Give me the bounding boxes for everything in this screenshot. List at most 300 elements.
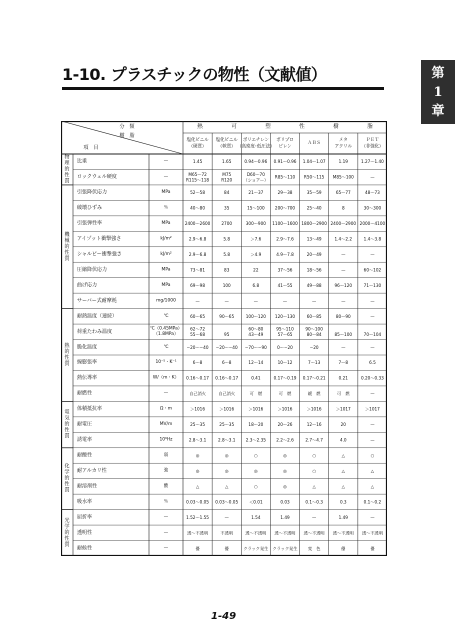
table-cell: 不透明 [220,530,234,536]
category-label-char: 性 [64,535,70,542]
table-cell: R120 [221,177,233,183]
category-label-char: 性 [64,355,70,361]
row-unit: kJ/m² [160,252,172,257]
table-cell: M65〜72 [188,171,207,177]
table-cell: ○ [254,483,258,489]
row-label: 耐燃性 [77,390,93,397]
row-label: サーバー式耐摩耗 [77,297,117,304]
row-unit: ％ [163,205,169,211]
table-cell: 41〜55 [277,282,293,288]
category-label-char: 性 [64,172,70,179]
table-cell: 0.91〜0.96 [273,159,297,165]
table-cell: 83 [224,267,230,273]
category-label-char: 電 [64,409,70,416]
table-cell: — [282,298,288,304]
category-label-char: 械 [64,237,70,244]
title-underline [62,87,384,90]
table-cell: 透〜不透明 [361,530,383,536]
row-unit: MPa [161,221,171,227]
table-cell: ○ [312,468,316,474]
material-header: （非強化） [361,144,384,150]
table-cell: 80〜84 [306,332,322,338]
table-cell: 0.41 [251,375,261,381]
table-cell: ＞1016 [190,406,206,412]
table-cell: ＞1016 [277,406,293,412]
table-cell: 60〜85 [306,313,322,319]
table-cell: ◎ [195,453,200,458]
row-label: 耐アルカリ性 [77,467,107,474]
table-cell: ◎ [283,468,287,474]
table-cell: △ [370,468,375,474]
table-cell: 62〜72 [190,326,206,332]
table-cell: 0.03〜0.05 [215,499,239,505]
table-cell: ＞1016 [219,406,235,412]
table-cell: — [224,514,229,520]
table-cell: ＞1017 [335,406,351,412]
table-cell: 可 燃 [336,391,350,397]
table-cell: 優 [224,545,229,551]
table-cell: 1.45 [192,159,203,165]
category-label-char: 的 [64,243,70,250]
table-cell: 95〜110 [276,326,294,332]
row-unit: （1.8MPa） [153,332,179,338]
table-cell: — [312,298,317,304]
category-label-char: 熱 [64,343,70,349]
category-label-char: 質 [64,541,70,548]
page-title: 1-10. プラスチックの物性（文献値） [62,65,327,84]
category-label-char: 的 [64,529,70,536]
row-unit: kJ/m² [160,236,172,242]
row-unit: Ω・m [159,406,173,412]
table-cell: ◎ [254,468,258,474]
table-cell: ＞7.6 [250,236,262,242]
table-cell: 2.9〜6.8 [188,252,207,257]
row-label: シャルピー衝撃強さ [77,251,122,258]
table-cell: 7〜13 [308,360,321,366]
row-label: 破壊ひずみ [77,205,103,212]
table-cell: 緩 燃 [307,391,321,397]
table-cell: 0.21 [338,375,348,381]
table-cell: — [224,298,229,304]
table-cell: 15〜100 [247,205,265,211]
table-cell: — [195,298,200,304]
table-cell: — [312,514,317,520]
table-cell: 29〜38 [277,190,293,196]
table-cell: 35 [224,205,230,211]
row-label: 脆化温度 [77,344,98,351]
table-cell: 43〜49 [248,332,264,338]
table-cell: 35〜59 [306,190,322,196]
table-cell: △ [341,453,345,458]
table-cell: — [370,313,375,319]
row-unit: — [163,174,169,180]
table-cell: D60〜70 [246,171,265,177]
table-cell: — [341,252,346,257]
row-unit: MV/m [159,422,173,428]
table-cell: 透〜不透明 [187,530,209,536]
row-unit: ℃ [163,344,169,350]
header-group-char: 熱 [197,124,203,130]
table-cell: 0.03 [280,499,290,505]
table-cell: 22 [253,267,259,273]
table-frame [62,122,387,556]
category-label-char: 性 [64,481,70,488]
table-cell: 120〜130 [274,313,296,319]
table-cell: 60〜80 [248,326,264,332]
table-cell: — [370,344,375,350]
row-unit: W/（m・K） [152,375,180,381]
table-cell: 6〜8 [192,360,203,366]
table-cell: 1.49 [338,514,348,520]
table-cell: 25〜40 [306,205,322,211]
table-cell: 1.49 [280,514,290,520]
table-cell: 5.8 [223,236,231,242]
table-cell: 85〜100 [334,332,353,338]
header-group-char: 塑 [265,124,271,130]
row-label: 体積抵抗率 [77,406,103,413]
table-cell: 84 [224,190,230,196]
chapter-tab-line: 1 [433,85,443,100]
table-cell: — [341,344,346,350]
table-cell: 1800〜2900 [301,221,327,227]
material-header: 塩化ビニル [186,137,209,143]
table-cell: — [370,437,375,443]
table-cell: 2400〜2600 [184,221,211,227]
table-cell: 1.4〜2.2 [334,236,353,242]
table-cell: −20〜−40 [215,344,238,350]
table-cell: 1.04〜1.07 [302,159,326,165]
table-cell: 73〜81 [190,267,206,273]
table-cell: 0.1〜0.2 [363,499,382,505]
category-label-char: 気 [64,415,70,422]
row-label: 透明性 [77,529,93,536]
table-cell: △ [370,483,375,489]
table-cell: 30〜300 [363,205,382,211]
table-cell: — [253,298,258,304]
table-cell: ○ [312,453,316,458]
table-cell: ◎ [224,453,229,458]
table-cell: 可 燃 [278,391,292,397]
category-label-char: 理 [64,160,70,167]
row-unit: ％ [163,499,169,505]
table-cell: 60〜65 [190,313,206,319]
header-koumoku: 項 目 [83,145,99,151]
table-cell: — [370,252,375,257]
row-label: 耐酸性 [77,452,93,459]
table-cell: 0.16〜0.17 [215,375,239,381]
chapter-tab-line: 第 [431,66,445,81]
table-cell: 57〜65 [277,332,293,338]
category-label-char: 学 [64,523,70,530]
row-unit: 強 [163,468,169,474]
table-cell: 21〜37 [248,190,264,196]
row-unit: MPa [161,282,171,288]
table-cell: 0.17〜0.21 [302,375,326,381]
header-group-char: 樹 [333,124,339,130]
table-cell: 4.0 [339,437,347,443]
header-bunrui: 分 類 [119,124,135,130]
material-header: ポリエチレン [242,137,269,143]
category-label-char: 光 [64,517,70,524]
chapter-tab [421,60,455,124]
table-cell: 25〜35 [219,422,235,428]
row-label: 圧縮降伏応力 [77,266,108,273]
table-cell: 1.27〜1.40 [361,159,384,165]
table-cell: — [370,391,375,397]
table-cell: 70〜104 [363,332,382,338]
row-label: 誘電率 [77,437,93,444]
table-cell: 20〜49 [306,252,322,257]
row-label: 耐溶剤性 [77,483,98,490]
table-cell: 100〜120 [245,313,266,319]
table-cell: 2.9〜6.8 [188,236,207,242]
table-cell: 0〜−20 [277,344,293,350]
table-cell: — [370,422,375,428]
table-cell: クラック発生 [272,545,298,551]
table-cell: 55〜68 [190,332,206,338]
table-cell: R50〜115 [303,174,325,180]
table-cell: 10〜12 [277,360,293,366]
row-label: 耐熱温度（連続） [77,313,118,320]
table-cell: 6.5 [369,360,376,366]
header-group-char: 脂 [367,124,373,130]
row-unit: MPa [161,267,171,273]
table-cell: ＞1016 [306,406,322,412]
row-label: 吸水率 [77,498,93,505]
row-unit: 酸 [163,483,169,489]
material-header: ピレン [278,144,292,150]
category-label-char: 質 [64,255,70,262]
header-group-char: 性 [299,124,305,130]
properties-table [61,121,387,556]
table-cell: 52〜58 [190,190,206,196]
table-cell: 1.4〜3.8 [363,236,382,242]
table-cell: 71〜130 [363,282,382,288]
table-cell: 13〜49 [306,236,322,242]
table-cell: 90〜100 [305,326,323,332]
row-label: アイゾット衝撃強さ [77,236,122,243]
table-cell: 0.3 [339,499,347,505]
table-cell: 18〜56 [306,267,322,273]
row-unit: — [163,514,169,520]
row-unit: — [163,391,169,397]
category-label-char: 化 [64,463,70,470]
table-cell: 0.20〜0.33 [361,375,384,381]
table-cell: — [341,267,346,273]
table-cell: 自己消火 [189,391,206,397]
table-cell: （ショアー） [243,177,269,183]
header-group-char: 可 [231,124,237,130]
row-label: 屈折率 [77,514,93,521]
table-cell: R115〜118 [186,177,210,183]
table-cell: 自己消火 [218,391,236,397]
table-cell: −70〜−90 [244,344,267,350]
table-cell: 1.54 [251,514,261,520]
table-cell: 90〜65 [219,313,235,319]
table-cell: ◎ [283,483,287,489]
table-cell: ○ [370,453,375,458]
table-cell: — [370,298,375,304]
row-label: 引張弾性率 [77,220,103,227]
table-cell: 18〜20 [248,422,264,428]
row-label: 耐候性 [77,545,93,552]
material-header: アクリル [334,144,353,150]
category-label-char: 質 [64,178,70,185]
chapter-tab-line: 章 [431,104,445,119]
table-cell: 0.16〜0.17 [186,375,209,381]
table-cell: 20〜26 [277,422,293,428]
row-unit: MPa [161,190,171,196]
table-cell: 100 [222,282,231,288]
table-cell: 2.8〜3.1 [188,437,207,443]
table-cell: 40〜80 [190,205,206,211]
table-cell: 1.52〜1.55 [186,514,209,520]
table-cell: 2000〜4100 [359,221,386,227]
row-unit: — [163,159,169,165]
table-cell: 200〜700 [274,205,296,211]
row-unit: — [163,545,169,551]
table-cell: △ [312,483,316,489]
table-cell: −20〜−40 [186,344,209,350]
row-unit: 10⁻⁵・K⁻¹ [155,360,177,366]
table-cell: クラック発生 [243,545,269,551]
table-cell: 49〜88 [306,282,322,288]
material-header: メタ [338,137,348,143]
table-cell: 透〜不透明 [274,530,296,536]
header-jushi: 樹 脂 [119,133,135,139]
table-cell: 0.94〜0.96 [244,159,268,165]
table-cell: 1100〜1600 [272,221,298,227]
table-cell: 2.7〜4.7 [305,437,323,443]
table-cell: △ [195,483,200,489]
material-header: （高密度･低圧法） [237,144,275,150]
table-cell: ◎ [283,453,287,458]
table-cell: 25〜35 [190,422,206,428]
table-cell: 60〜102 [363,267,382,273]
table-cell: ＞4.9 [250,252,262,257]
table-cell: 優 [341,545,346,551]
category-label-char: 質 [64,433,70,440]
row-unit: ℃（0.45MPa） [149,326,183,332]
table-cell: 8 [341,205,345,211]
row-unit: ℃ [163,313,169,319]
table-cell: 7〜8 [338,360,349,366]
table-cell: 5.8 [223,252,231,257]
table-cell: ＞1016 [248,406,264,412]
table-cell: R85〜110 [274,174,296,180]
row-unit: mg/1000 [156,298,176,304]
table-cell: 37〜56 [277,267,293,273]
material-header: （硬質） [188,144,207,150]
table-cell: 12〜16 [306,422,322,428]
table-cell: 0.1〜0.3 [305,499,323,505]
table-cell: 80〜90 [335,313,351,319]
table-cell: ◎ [195,468,200,474]
table-cell: 6.8 [252,282,260,288]
table-cell: 69〜98 [190,282,206,288]
row-label: 線膨張率 [77,359,98,366]
category-label-char: 的 [64,475,70,482]
table-cell: △ [341,483,345,489]
table-cell: 2.2〜2.6 [276,437,294,443]
table-cell: △ [341,468,345,474]
page-number: 1-49 [211,611,237,622]
table-cell: M85〜100 [332,174,354,180]
table-cell: 可 燃 [249,391,263,397]
table-cell: 300〜900 [245,221,266,227]
material-header: 塩化ビニル [215,137,238,143]
row-unit: 10⁶Hz [159,437,173,443]
table-cell: ◎ [224,468,229,474]
category-label-char: 質 [64,487,70,494]
row-label: 荷重たわみ温度 [77,328,113,335]
category-label-char: 物 [64,154,70,161]
table-cell: — [370,514,375,520]
table-cell: △ [225,483,229,489]
table-cell: 48〜73 [364,190,380,196]
table-cell: 20 [340,422,346,428]
table-cell: 2.3〜2.35 [245,437,266,443]
table-cell: 4.9〜7.8 [276,252,294,257]
table-cell: ＜0.01 [249,499,263,505]
material-header: ＡＢＳ [307,141,321,146]
category-label-char: 的 [64,421,70,428]
table-cell: 96〜120 [334,282,353,288]
table-cell: 0.17〜0.19 [273,375,297,381]
table-cell: — [370,174,375,180]
row-unit: — [163,530,169,536]
table-cell: 0.03〜0.05 [186,499,209,505]
table-cell: 透〜不透明 [245,530,267,536]
table-cell: 優 [370,545,375,551]
category-label-char: 機 [64,231,70,238]
category-label-char: 性 [64,427,70,434]
table-cell: 優 [195,545,200,551]
row-label: 比重 [77,158,88,165]
row-label: 曲げ応力 [77,282,98,289]
table-cell: 2.9〜7.6 [276,236,294,242]
row-label: ロックウェル硬度 [77,174,117,181]
table-cell: 6〜8 [221,360,232,366]
table-cell: 透〜不透明 [332,530,354,536]
table-cell: 1.65 [222,159,232,165]
table-cell: 2700 [221,221,233,227]
row-unit: 弱 [163,453,169,458]
table-cell: 2400〜2900 [330,221,357,227]
table-cell: 12〜14 [248,360,264,366]
row-label: 引張降伏応力 [77,189,108,196]
material-header: ポリプロ [276,137,294,143]
table-cell: M75 [222,171,232,177]
table-cell: 1.19 [338,159,348,165]
category-label-char: 質 [64,361,70,367]
category-label-char: 学 [64,469,70,476]
table-cell: 透〜不透明 [303,530,325,536]
table-cell: ＞1017 [364,406,380,412]
table-cell: — [341,298,346,304]
row-label: 熱伝導率 [77,375,98,382]
category-label-char: 性 [64,249,70,256]
material-header: （軟質） [217,144,236,150]
table-cell: 95 [224,332,230,338]
table-cell: ○ [254,453,258,458]
table-cell: 65〜77 [335,190,351,196]
row-label: 耐電圧 [77,421,93,428]
material-header: ＰＥＴ [365,137,380,143]
category-label-char: 的 [64,166,70,173]
table-cell: 2.8〜3.1 [217,437,236,443]
table-cell: 変 色 [307,545,321,551]
